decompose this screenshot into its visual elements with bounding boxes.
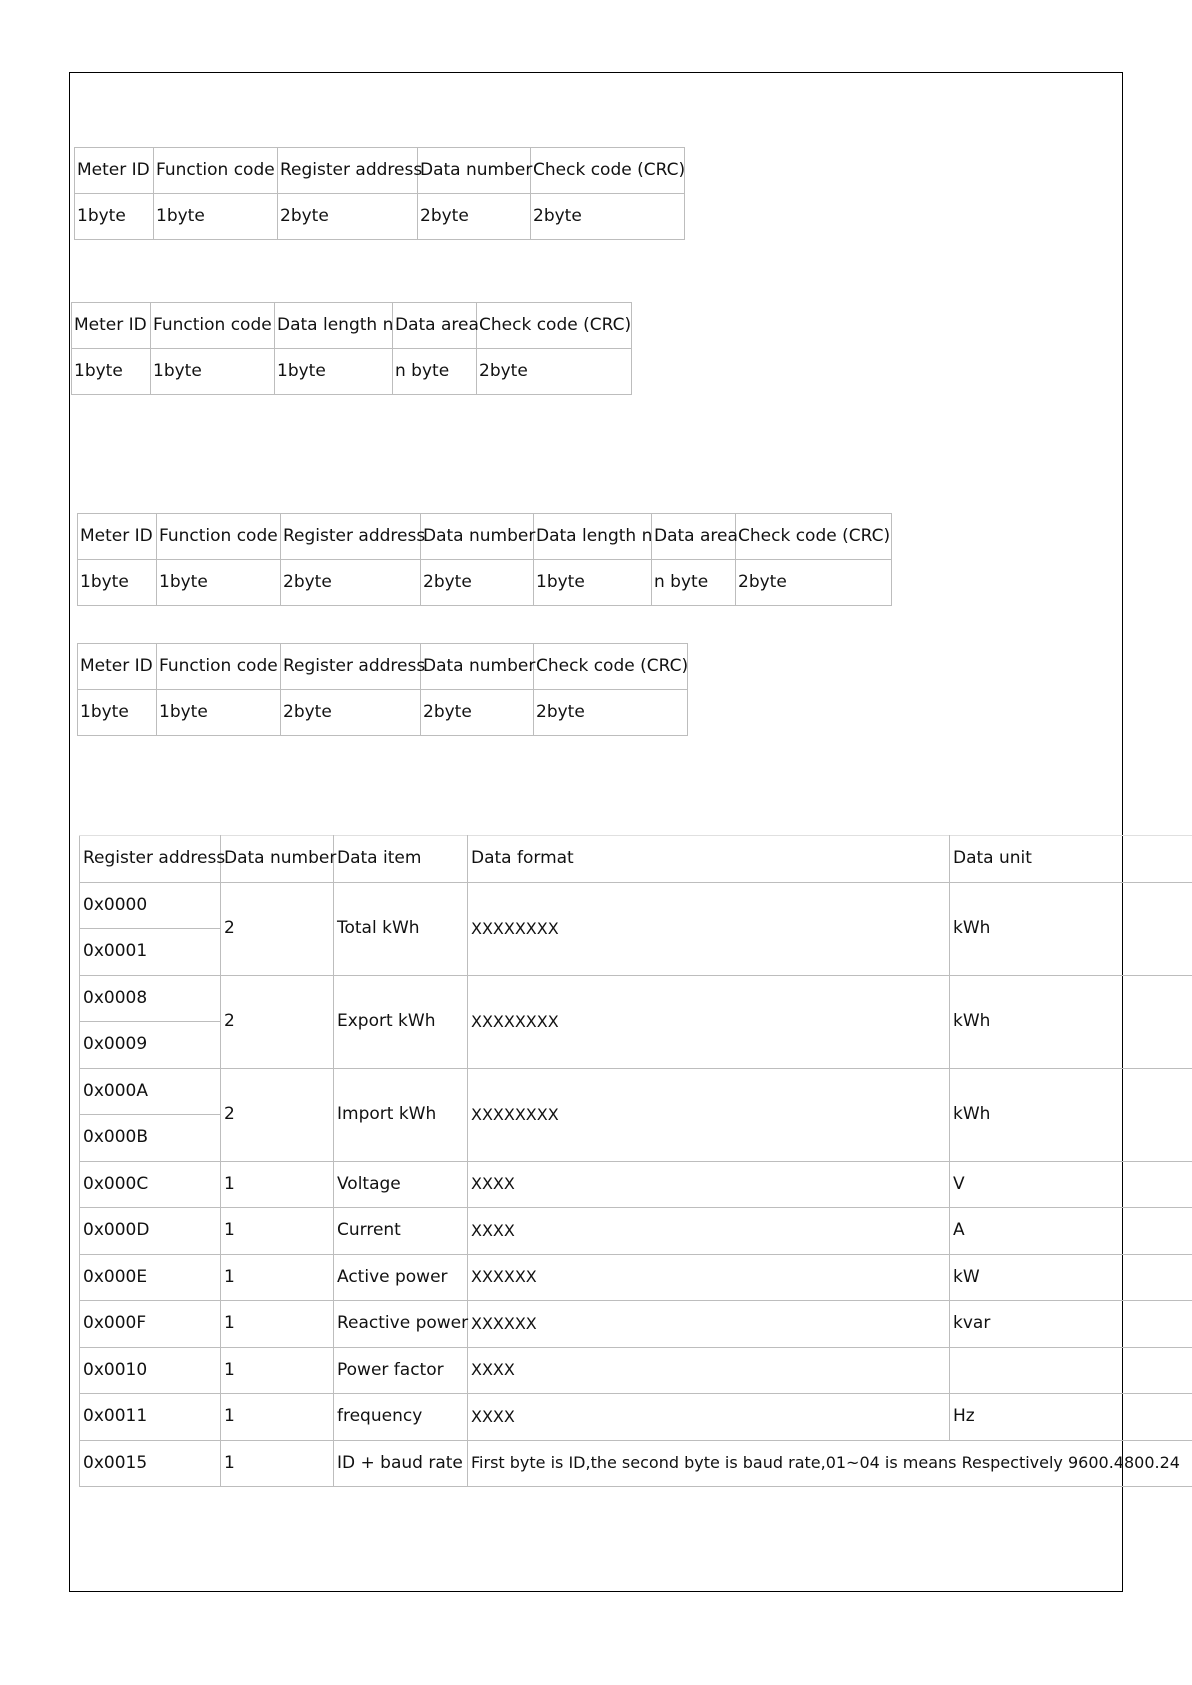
table-row — [75, 194, 685, 240]
data-format-cell: XXXXXXXX — [468, 882, 950, 975]
size-cell: 2byte — [477, 349, 632, 395]
header-cell: Data number — [421, 644, 534, 690]
size-cell: 1byte — [78, 690, 157, 736]
size-cell: 2byte — [418, 194, 531, 240]
data-item-cell: frequency — [334, 1394, 468, 1441]
address-cell: 0x000A — [80, 1068, 221, 1115]
size-cell: 2byte — [531, 194, 685, 240]
write-request-frame-table — [77, 513, 892, 606]
data-number-cell: 2 — [221, 882, 334, 975]
header-cell: Check code (CRC) — [477, 303, 632, 349]
data-number-cell: 2 — [221, 1068, 334, 1161]
response-frame-table — [71, 302, 632, 395]
table-row — [80, 1208, 1192, 1255]
address-cell: 0x000C — [80, 1161, 221, 1208]
data-item-cell: Voltage — [334, 1161, 468, 1208]
address-cell: 0x000B — [80, 1115, 221, 1162]
table-row — [80, 1161, 1192, 1208]
table-row — [80, 1347, 1192, 1394]
header-cell: Meter ID — [75, 148, 154, 194]
data-format-cell: XXXX — [468, 1394, 950, 1441]
data-format-cell: XXXX — [468, 1347, 950, 1394]
table-row — [80, 882, 1192, 929]
data-format-cell: XXXXXXXX — [468, 975, 950, 1068]
table-row — [80, 1440, 1192, 1487]
size-cell: 1byte — [157, 690, 281, 736]
data-item-cell: Import kWh — [334, 1068, 468, 1161]
data-unit-cell — [950, 1347, 1192, 1394]
header-cell: Register address — [281, 514, 421, 560]
request-frame-table — [74, 147, 685, 240]
data-unit-cell: kWh — [950, 882, 1192, 975]
header-cell: Meter ID — [78, 514, 157, 560]
data-unit-cell: Hz — [950, 1394, 1192, 1441]
table-header-row — [78, 644, 688, 690]
address-cell: 0x0000 — [80, 882, 221, 929]
size-cell: 1byte — [275, 349, 393, 395]
size-cell: 1byte — [72, 349, 151, 395]
table-row — [72, 349, 632, 395]
data-item-cell: Power factor — [334, 1347, 468, 1394]
data-item-cell: Export kWh — [334, 975, 468, 1068]
header-cell: Data format — [468, 836, 950, 883]
data-unit-cell: A — [950, 1208, 1192, 1255]
size-cell: 2byte — [421, 690, 534, 736]
address-cell: 0x000E — [80, 1254, 221, 1301]
data-number-cell: 1 — [221, 1347, 334, 1394]
address-cell: 0x0008 — [80, 975, 221, 1022]
data-number-cell: 2 — [221, 975, 334, 1068]
data-item-cell: ID + baud rate — [334, 1440, 468, 1487]
header-cell: Data number — [418, 148, 531, 194]
data-unit-cell: kW — [950, 1254, 1192, 1301]
write-response-frame-table — [77, 643, 688, 736]
data-number-cell: 1 — [221, 1161, 334, 1208]
header-cell: Data item — [334, 836, 468, 883]
data-number-cell: 1 — [221, 1301, 334, 1348]
header-cell: Register address — [278, 148, 418, 194]
size-cell: 1byte — [154, 194, 278, 240]
data-number-cell: 1 — [221, 1440, 334, 1487]
header-cell: Function code — [151, 303, 275, 349]
size-cell: 1byte — [534, 560, 652, 606]
header-cell: Data length n — [275, 303, 393, 349]
header-cell: Meter ID — [72, 303, 151, 349]
address-cell: 0x0015 — [80, 1440, 221, 1487]
data-item-cell: Total kWh — [334, 882, 468, 975]
header-cell: Check code (CRC) — [736, 514, 892, 560]
table-header-row — [75, 148, 685, 194]
address-cell: 0x0011 — [80, 1394, 221, 1441]
size-cell: 2byte — [281, 560, 421, 606]
header-cell: Data unit — [950, 836, 1192, 883]
table-header-row — [78, 514, 892, 560]
register-map-table — [79, 835, 1192, 1487]
table-row — [80, 1068, 1192, 1115]
header-cell: Function code — [157, 514, 281, 560]
header-cell: Data number — [421, 514, 534, 560]
address-cell: 0x0009 — [80, 1022, 221, 1069]
address-cell: 0x0010 — [80, 1347, 221, 1394]
header-cell: Register address — [281, 644, 421, 690]
size-cell: 1byte — [151, 349, 275, 395]
data-unit-cell: kvar — [950, 1301, 1192, 1348]
header-cell: Meter ID — [78, 644, 157, 690]
data-unit-cell: kWh — [950, 1068, 1192, 1161]
header-cell: Function code — [157, 644, 281, 690]
header-cell: Function code — [154, 148, 278, 194]
header-cell: Data area — [652, 514, 736, 560]
table-row — [80, 1301, 1192, 1348]
data-number-cell: 1 — [221, 1394, 334, 1441]
header-cell: Data length n — [534, 514, 652, 560]
size-cell: 1byte — [157, 560, 281, 606]
header-cell: Data number — [221, 836, 334, 883]
size-cell: 2byte — [278, 194, 418, 240]
data-item-cell: Active power — [334, 1254, 468, 1301]
data-format-cell: XXXX — [468, 1161, 950, 1208]
data-number-cell: 1 — [221, 1208, 334, 1255]
data-format-cell: XXXX — [468, 1208, 950, 1255]
header-cell: Data area — [393, 303, 477, 349]
data-unit-cell: kWh — [950, 975, 1192, 1068]
address-cell: 0x000D — [80, 1208, 221, 1255]
address-cell: 0x000F — [80, 1301, 221, 1348]
table-header-row — [80, 836, 1192, 883]
header-cell: Register address — [80, 836, 221, 883]
data-unit-cell: V — [950, 1161, 1192, 1208]
data-format-cell: XXXXXX — [468, 1254, 950, 1301]
data-format-cell: XXXXXX — [468, 1301, 950, 1348]
header-cell: Check code (CRC) — [534, 644, 688, 690]
size-cell: n byte — [652, 560, 736, 606]
size-cell: 2byte — [421, 560, 534, 606]
header-cell: Check code (CRC) — [531, 148, 685, 194]
table-row — [80, 1254, 1192, 1301]
data-item-cell: Current — [334, 1208, 468, 1255]
size-cell: 1byte — [75, 194, 154, 240]
table-row — [78, 690, 688, 736]
data-format-cell: First byte is ID,the second byte is baud rate,01~04 is means Respectively 9600.4800.24 — [468, 1440, 1192, 1487]
table-row — [80, 975, 1192, 1022]
table-row — [78, 560, 892, 606]
table-header-row — [72, 303, 632, 349]
data-number-cell: 1 — [221, 1254, 334, 1301]
table-row — [80, 1394, 1192, 1441]
size-cell: 1byte — [78, 560, 157, 606]
size-cell: 2byte — [534, 690, 688, 736]
data-format-cell: XXXXXXXX — [468, 1068, 950, 1161]
size-cell: 2byte — [736, 560, 892, 606]
size-cell: n byte — [393, 349, 477, 395]
data-item-cell: Reactive power — [334, 1301, 468, 1348]
size-cell: 2byte — [281, 690, 421, 736]
address-cell: 0x0001 — [80, 929, 221, 976]
